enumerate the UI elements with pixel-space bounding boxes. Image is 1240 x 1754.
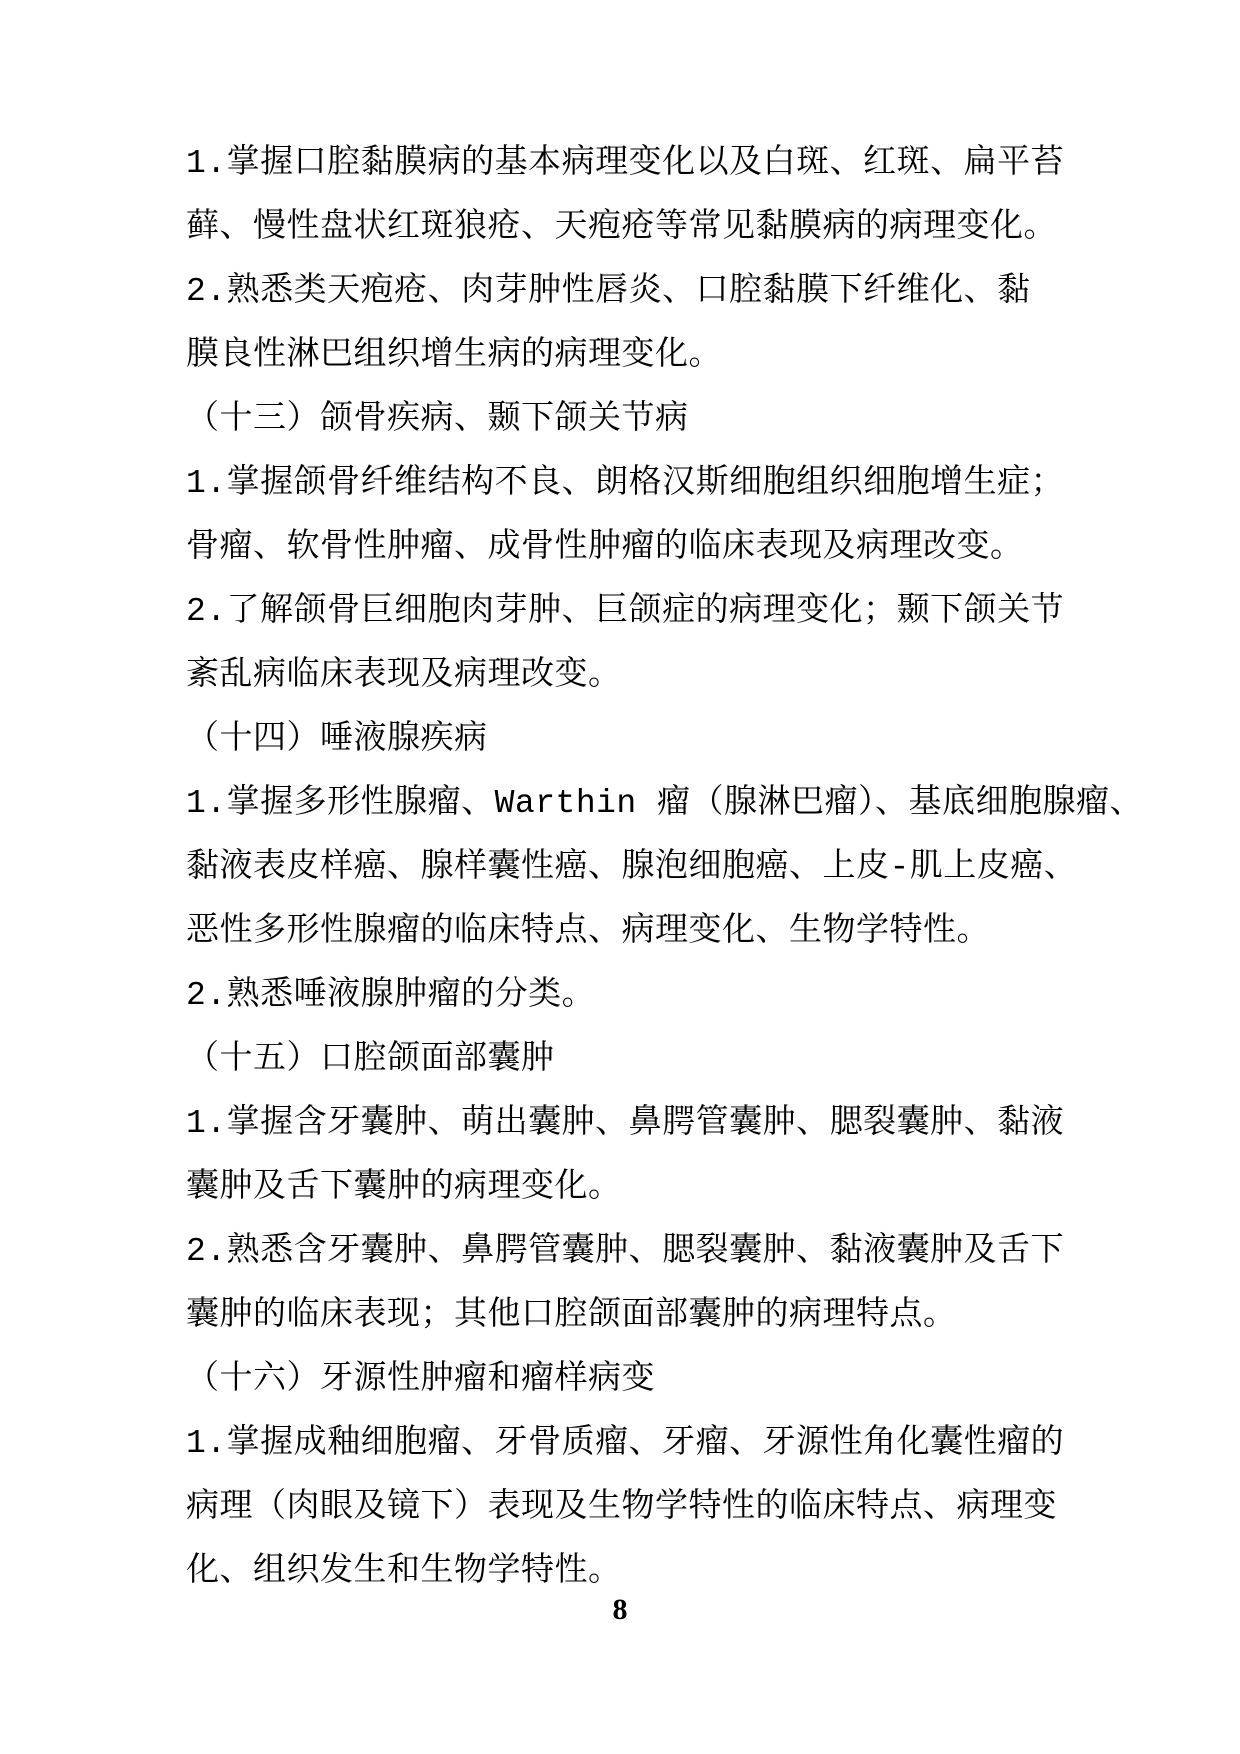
text-line: 病理（肉眼及镜下）表现及生物学特性的临床特点、病理变 [186, 1489, 1057, 1526]
page-number: 8 [612, 1593, 628, 1626]
text-line: 2.熟悉类天疱疮、肉芽肿性唇炎、口腔黏膜下纤维化、黏 [186, 273, 1031, 310]
text-line: 1.掌握颌骨纤维结构不良、朗格汉斯细胞组织细胞增生症； [186, 465, 1065, 502]
text-line: 2.熟悉含牙囊肿、鼻腭管囊肿、腮裂囊肿、黏液囊肿及舌下 [186, 1233, 1065, 1270]
text-line: 囊肿及舌下囊肿的病理变化。 [186, 1169, 622, 1206]
text-line: 1.掌握口腔黏膜病的基本病理变化以及白斑、红斑、扁平苔 [186, 145, 1065, 182]
document-body [186, 132, 1143, 1604]
text-line: 囊肿的临床表现；其他口腔颌面部囊肿的病理特点。 [186, 1297, 957, 1334]
text-line: 1.掌握含牙囊肿、萌出囊肿、鼻腭管囊肿、腮裂囊肿、黏液 [186, 1105, 1065, 1142]
section-heading: （十四）唾液腺疾病 [186, 721, 488, 758]
section-heading: （十五）口腔颌面部囊肿 [186, 1041, 555, 1078]
text-line: 化、组织发生和生物学特性。 [186, 1553, 622, 1590]
text-line: 膜良性淋巴组织增生病的病理变化。 [186, 337, 722, 374]
text-line: 黏液表皮样癌、腺样囊性癌、腺泡细胞癌、上皮-肌上皮癌、 [186, 849, 1078, 886]
text-line: 2.了解颌骨巨细胞肉芽肿、巨颌症的病理变化；颞下颌关节 [186, 593, 1065, 630]
section-heading: （十三）颌骨疾病、颞下颌关节病 [186, 401, 689, 438]
text-line: 藓、慢性盘状红斑狼疮、天疱疮等常见黏膜病的病理变化。 [186, 209, 1057, 246]
text-line: 骨瘤、软骨性肿瘤、成骨性肿瘤的临床表现及病理改变。 [186, 529, 1024, 566]
text-line: 1.掌握多形性腺瘤、Warthin 瘤（腺淋巴瘤）、基底细胞腺瘤、 [186, 785, 1144, 822]
text-line: 1.掌握成釉细胞瘤、牙骨质瘤、牙瘤、牙源性角化囊性瘤的 [186, 1425, 1065, 1462]
text-line: 恶性多形性腺瘤的临床特点、病理变化、生物学特性。 [186, 913, 990, 950]
text-line: 2.熟悉唾液腺肿瘤的分类。 [186, 977, 596, 1014]
text-line: 紊乱病临床表现及病理改变。 [186, 657, 622, 694]
section-heading: （十六）牙源性肿瘤和瘤样病变 [186, 1361, 655, 1398]
